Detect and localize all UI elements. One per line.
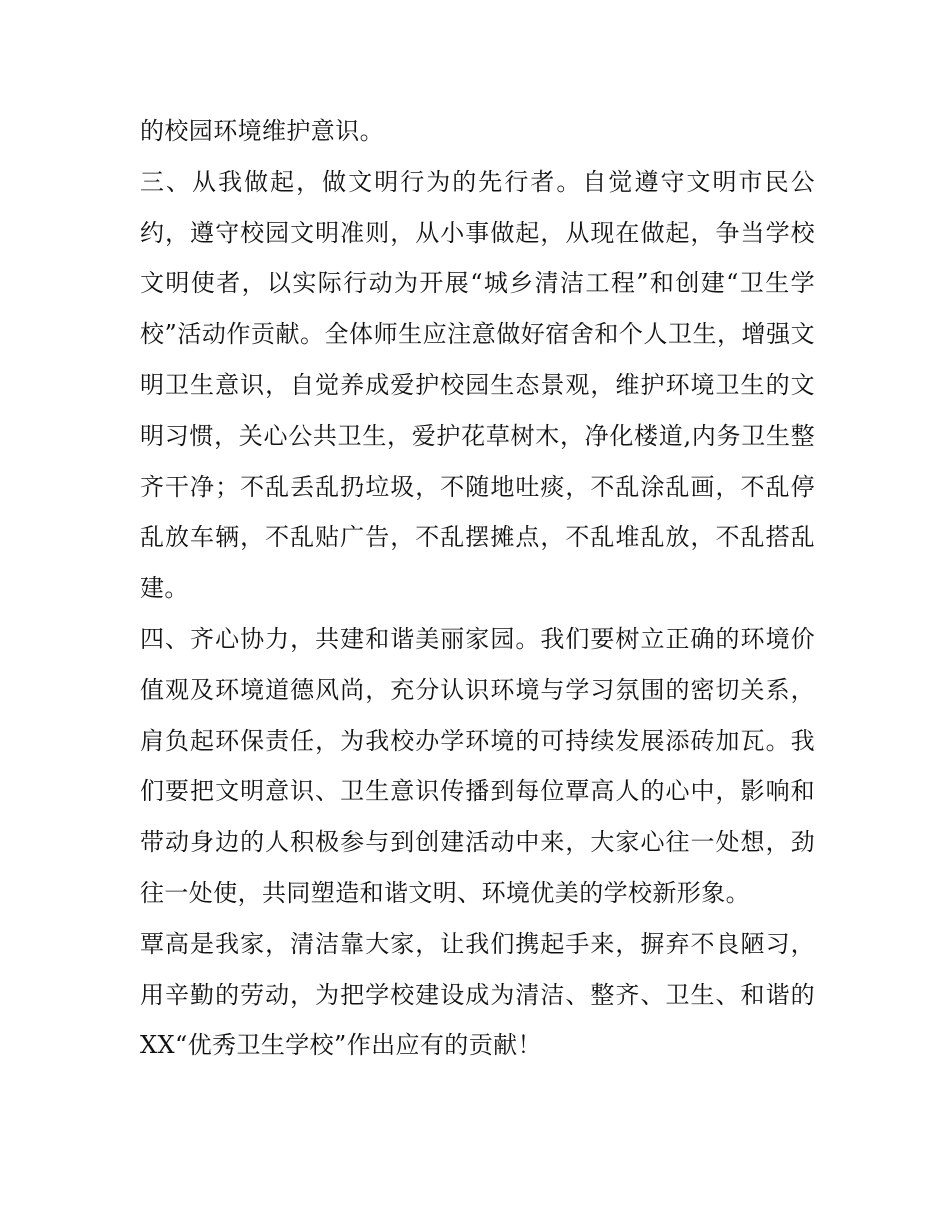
paragraph-continuation: 的校园环境维护意识。 [140,117,384,145]
paragraph-section-three: 三、从我做起，做文明行为的先行者。自觉遵守文明市民公约，遵守校园文明准则，从小事做起，从现在做起，争当学校文明使者，以实际行动为开展“城乡清洁工程”和创建“卫生学校”活动作贡献。全体师生应注意做好宿舍和个人卫生，增强文明卫生意识，自觉养成爱护校园生态景观，维护环境卫生的文明习惯，关心公共卫生，爱护花草树木，净化楼道,内务卫生整齐干净；不乱丢乱扔垃圾，不随地吐痰，不乱涂乱画，不乱停乱放车辆，不乱贴广告，不乱摆摊点，不乱堆乱放，不乱搭乱建。 [140,167,815,603]
paragraph-section-four: 四、齐心协力，共建和谐美丽家园。我们要树立正确的环境价值观及环境道德风尚，充分认识环境与学习氛围的密切关系，肩负起环保责任，为我校办学环境的可持续发展添砖加瓦。我们要把文明意识、卫生意识传播到每位覃高人的心中，影响和带动身边的人积极参与到创建活动中来，大家心往一处想，劲往一处使，共同塑造和谐文明、环境优美的学校新形象。 [140,624,815,907]
paragraph-closing: 覃高是我家，清洁靠大家，让我们携起手来，摒弃不良陋习，用辛勤的劳动，为把学校建设成为清洁、整齐、卫生、和谐的XX“优秀卫生学校”作出应有的贡献！ [140,929,815,1060]
document-body [140,106,815,1071]
